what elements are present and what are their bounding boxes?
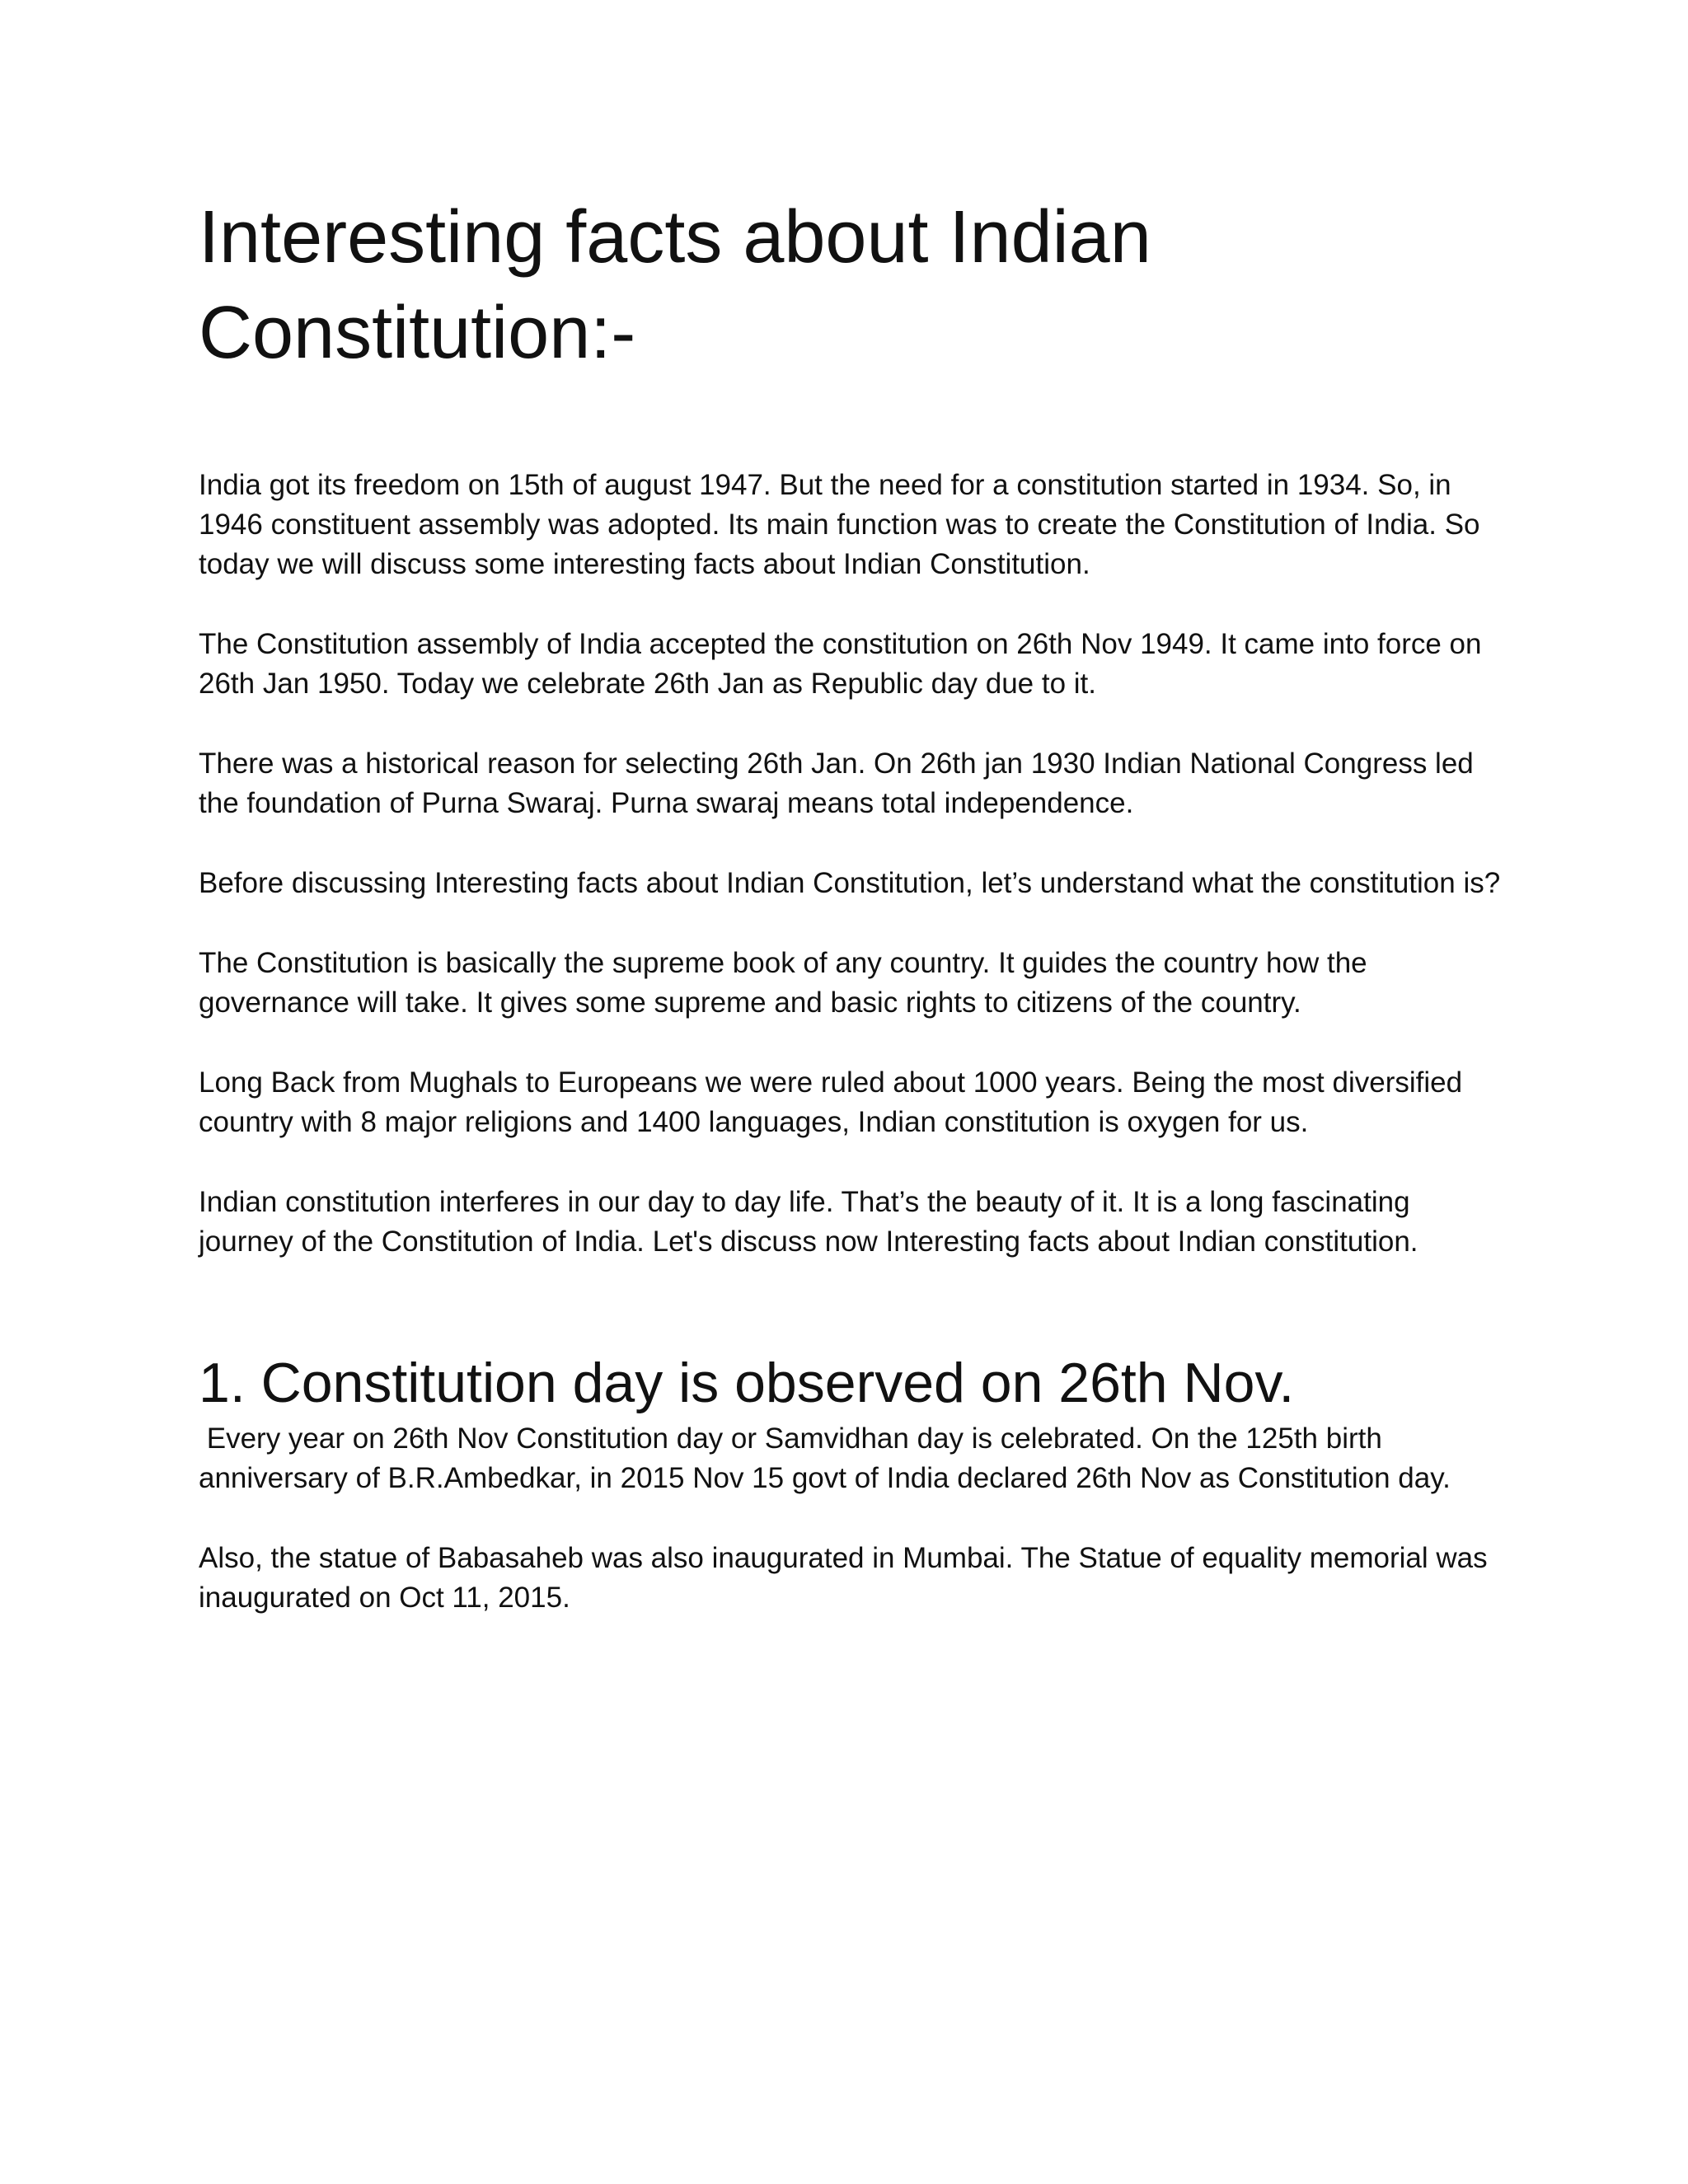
document-title: Interesting facts about Indian Constitution:- bbox=[199, 196, 1151, 374]
intro-paragraph: There was a historical reason for selecting 26th Jan. On 26th jan 1930 Indian National Congress led the foundation of Purna Swaraj. Purna swaraj means total independence. bbox=[199, 748, 1474, 819]
section-heading: 1. Constitution day is observed on 26th Nov. bbox=[199, 1352, 1295, 1414]
intro-paragraph: Indian constitution interferes in our day to day life. That’s the beauty of it. It is a long fascinating journey of the Constitution of India. Let's discuss now Interesting facts about Indian constitution. bbox=[199, 1186, 1418, 1258]
section-paragraph: Every year on 26th Nov Constitution day or Samvidhan day is celebrated. On the 125th birth anniversary of B.R.Ambedkar, in 2015 Nov 15 govt of India declared 26th Nov as Constitution day. bbox=[199, 1422, 1451, 1494]
intro-paragraph: India got its freedom on 15th of august 1947. But the need for a constitution started in 1934. So, in 1946 constituent assembly was adopted. Its main function was to create the Constitution of India. So today we will discuss some interesting facts about Indian Constitution. bbox=[199, 469, 1480, 580]
intro-paragraph: The Constitution assembly of India accepted the constitution on 26th Nov 1949. It came into force on 26th Jan 1950. Today we celebrate 26th Jan as Republic day due to it. bbox=[199, 628, 1482, 700]
document-content bbox=[199, 190, 1501, 1618]
intro-paragraph: Long Back from Mughals to Europeans we were ruled about 1000 years. Being the most diversified country with 8 major religions and 1400 languages, Indian constitution is oxygen for us. bbox=[199, 1066, 1463, 1138]
section-paragraph: Also, the statue of Babasaheb was also inaugurated in Mumbai. The Statue of equality memorial was inaugurated on Oct 11, 2015. bbox=[199, 1542, 1488, 1614]
intro-paragraph: Before discussing Interesting facts about Indian Constitution, let’s understand what the constitution is? bbox=[199, 867, 1501, 899]
intro-paragraph: The Constitution is basically the supreme book of any country. It guides the country how the governance will take. It gives some supreme and basic rights to citizens of the country. bbox=[199, 947, 1367, 1019]
